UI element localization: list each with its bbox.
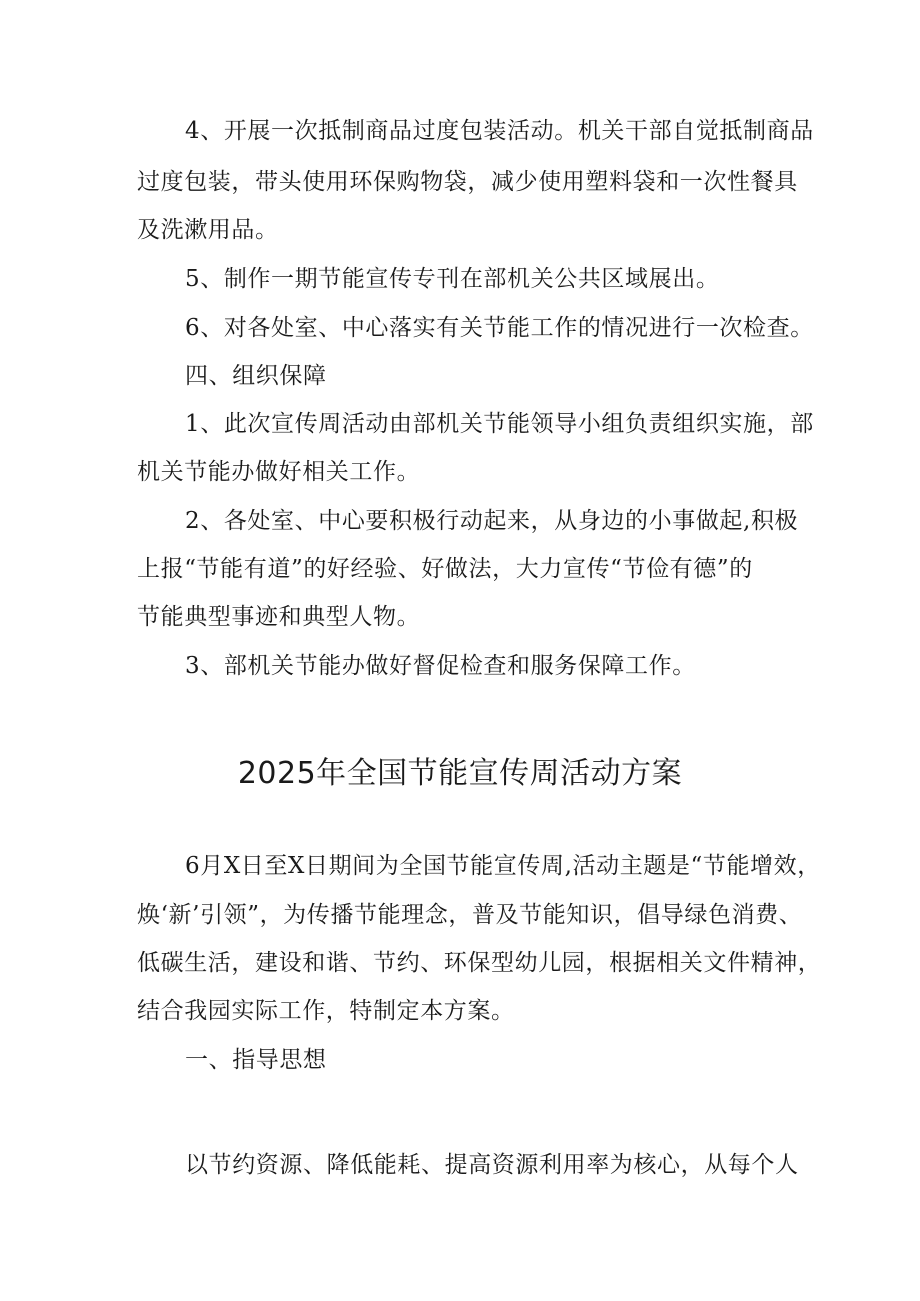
section-heading-organization: 四、组织保障: [185, 363, 327, 389]
org3: 3、部机关节能办做好督促检查和服务保障工作。: [185, 653, 696, 679]
item4-line2: 过度包装，带头使用环保购物袋，减少使用塑料袋和一次性餐具: [137, 169, 798, 195]
item4-line3: 及洗漱用品。: [137, 217, 279, 243]
org2-line3: 节能典型事迹和典型人物。: [137, 604, 421, 630]
org2-line2: 上报“节能有道”的好经验、好做法，大力宣传“节俭有德”的: [137, 556, 753, 582]
section-heading-guiding: 一、指导思想: [185, 1047, 327, 1073]
item4-line1: 4、开展一次抵制商品过度包装活动。机关干部自觉抵制商品: [185, 118, 814, 144]
guiding-line1: 以节约资源、降低能耗、提高资源利用率为核心，从每个人: [185, 1152, 799, 1178]
item6: 6、对各处室、中心落实有关节能工作的情况进行一次检查。: [185, 315, 814, 341]
org1-line2: 机关节能办做好相关工作。: [137, 459, 421, 485]
item5: 5、制作一期节能宣传专刊在部机关公共区域展出。: [185, 266, 720, 292]
org2-line1: 2、各处室、中心要积极行动起来，从身边的小事做起,积极: [185, 508, 799, 534]
org1-line1: 1、此次宣传周活动由部机关节能领导小组负责组织实施，部: [185, 411, 814, 437]
intro-line2: 焕‘新’引领”，为传播节能理念，普及节能知识，倡导绿色消费、: [137, 902, 803, 928]
intro-line4: 结合我园实际工作，特制定本方案。: [137, 998, 515, 1024]
intro-line3: 低碳生活，建设和谐、节约、环保型幼儿园，根据相关文件精神，: [137, 950, 822, 976]
document-title: 2025年全国节能宣传周活动方案: [237, 756, 683, 791]
intro-line1: 6月X日至X日期间为全国节能宣传周,活动主题是“节能增效，: [185, 853, 821, 879]
